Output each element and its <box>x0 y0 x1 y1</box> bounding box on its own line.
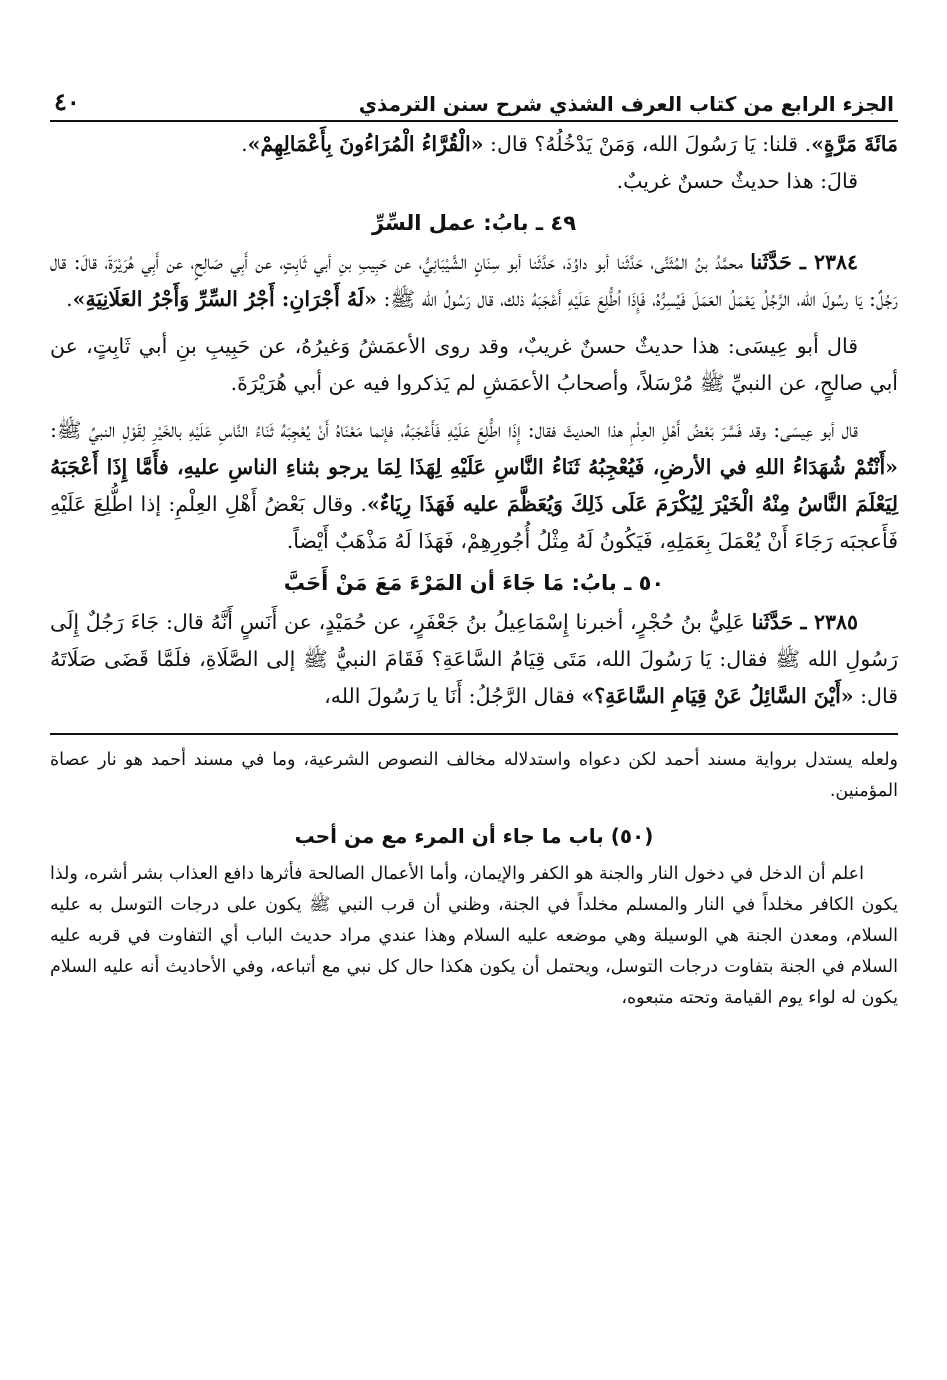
continuation-tail: . <box>241 132 248 156</box>
book-page <box>50 72 898 1014</box>
commentary-paragraph-1: ولعله يستدل برواية مسند أحمد لكن دعواه واستدلاله مخالف النصوص الشرعية، وما في مسند أحمد هو نار عصاة المؤمنين. <box>50 750 898 801</box>
hadith-2385-number: ٢٣٨٥ ـ حَدَّثَنا <box>751 610 858 634</box>
chapter-50-title: ٥٠ ـ بابُ: مَا جَاءَ أن المَرْءَ مَعَ مَنْ أَحَبَّ <box>283 571 665 595</box>
continuation-line <box>50 126 898 163</box>
main-text <box>50 126 898 715</box>
footnote-divider <box>50 733 898 735</box>
hadith-2385 <box>50 604 898 715</box>
running-title: الجزء الرابع من كتاب العرف الشذي شرح سنن الترمذي <box>358 92 894 116</box>
continuation-bold-quote: «الْقُرَّاءُ الْمُرَاءُونَ بِأَعْمَالِهِمْ» <box>247 132 484 156</box>
grading-line: قالَ: هذا حديثٌ حسنٌ غريبٌ. <box>616 169 858 193</box>
hadith-2384 <box>50 244 898 318</box>
page-number: ٤٠ <box>54 87 80 116</box>
abu-isa-2-bold-quote: «أَنْتُمْ شُهَدَاءُ اللهِ في الأرضِ، فَيُعْجِبُهُ ثَنَاءُ النَّاسِ عَلَيْهِ لِهَذَا لِمَا يرجو بثناءِ الناسِ عليهِ، فأَمَّا إِذَا أَعْجَبَهُ لِيَعْلَمَ النَّاسُ مِنْهُ الْخَيْرَ لِيُكْرَمَ عَلَى ذَلِكَ وَيُعَظَّمَ عليه فَهَذَا رِيَاءٌ» <box>50 455 898 516</box>
hadith-2384-text: محمَّدُ بنُ المُثَنَّى، حَدَّثَنا أبو داوُدَ، حَدَّثَنا أبو سِنَانٍ الشَّيْبَانِيُّ، عن حَبِيبِ بنِ أبي ثَابِتٍ، عن أَبِي صَالِحٍ، عن أَبِي هُرَيْرَةَ، قالَ: قال رَجُلٌ: يَا رسُولَ الله، الرَّجُلُ يَعْمَلُ العَمَلَ فَيُسِرُّهُ، فَإِذَا اُطُّلِعَ عَلَيْهِ أَعْجَبَهُ ذلك، قال رَسُولُ الله ﷺ: <box>50 250 898 311</box>
abu-isa-2-text-2: . وقال بَعْضُ أَهْلِ العِلْمِ: إذا اطُّلِعَ عَلَيْهِ فَأَعجبَه رَجَاءَ أَنْ يُعْمَلَ بِعَمَلِهِ، فَيَكُونُ لَهُ مِثْلُ أُجُورِهِمْ، فَهَذَا لَهُ مَذْهَبٌ أَيْضاً. <box>50 492 898 553</box>
commentary-section <box>50 745 898 1014</box>
continuation-bold-start: مَائَةَ مَرَّةٍ» <box>811 132 898 156</box>
hadith-2385-text-2: فقال الرَّجُلُ: أَنَا يا رَسُولَ الله، <box>324 684 582 708</box>
hadith-2385-prophetic-saying: «أَيْنَ السَّائِلُ عَنْ قِيَامِ السَّاعَةِ؟» <box>581 684 854 708</box>
continuation-text: . قلنا: يَا رَسُولَ الله، وَمَنْ يَدْخُلُهُ؟ قال: <box>483 132 812 156</box>
hadith-2384-end: . <box>66 287 73 311</box>
chapter-49-title: ٤٩ ـ بابُ: عمل السِّرِّ <box>371 211 577 235</box>
abu-isa-comment-2 <box>50 412 898 560</box>
commentary-paragraph-2: اعلم أن الدخل في دخول النار والجنة هو الكفر والإيمان، وأما الأعمال الصالحة فأثرها دافع العذاب بشر أشره، ولذا يكون الكافر مخلداً في النار والمسلم مخلداً في الجنة، وظني أن قرب النبي ﷺ يكون على درجات التوسل به عليه السلام، ومعدن الجنة هي الوسيلة وهي موضعه عليه السلام وهذا عندي مراد حديث الباب أي التفاوت في قربه عليه السلام في الجنة بتفاوت درجات التوسل، ويحتمل أن يكون هكذا حال كل نبي مع أتباعه، وفي الأحاديث أنه عليه السلام يكون له لواء يوم القيامة وتحته متبعوه، <box>50 864 898 1008</box>
commentary-heading: (٥٠) باب ما جاء أن المرء مع من أحب <box>294 824 654 848</box>
hadith-2385-text-1: عَلِيُّ بنُ حُجْرٍ، أخبرنا إِسْمَاعِيلُ بنُ جَعْفَرٍ، عن حُمَيْدٍ، عن أَنَسٍ أَنَّهُ قال: جَاءَ رَجُلٌ إِلَى رَسُولِ الله ﷺ فقال: يَا رَسُولَ الله، مَتَى قِيَامُ السَّاعَةِ؟ فَقَامَ النبيُّ ﷺ إلى الصَّلَاةِ، فلَمَّا قَضَى صَلَاتَهُ قال: <box>50 610 898 708</box>
abu-isa-2-text-1: قال أبو عِيسَى: وقد فَسَّرَ بَعْضُ أَهْلِ العِلْمِ هذا الحديثَ فقال: إِذَا اطُّلِعَ عَلَيْهِ فَأَعْجَبَهُ، فإنما مَعْنَاهُ أَنْ يُعْجِبَهُ ثَنَاءُ النَّاسِ عَلَيْهِ بالخَيْرِ لِقَوْلِ النبيِّ ﷺ: <box>50 418 858 442</box>
hadith-2384-prophetic-saying: «لَهُ أَجْرَانِ: أَجْرُ السِّرِّ وَأَجْرُ العَلَانِيَةِ» <box>72 287 377 311</box>
abu-isa-comment-1: قال أبو عِيسَى: هذا حديثٌ حسنٌ غريبٌ، وقد روى الأعمَشُ وَغيرُهُ، عن حَبِيبِ بنِ أبي ثَابِتٍ، عن أبي صالحٍ، عن النبيِّ ﷺ مُرْسَلاً، وأصحابُ الأعمَشِ لم يَذكروا فيه عن أبي هُرَيْرَةَ. <box>50 334 898 395</box>
hadith-2384-number: ٢٣٨٤ ـ حَدَّثَنا <box>750 250 858 274</box>
page-header <box>50 72 898 122</box>
